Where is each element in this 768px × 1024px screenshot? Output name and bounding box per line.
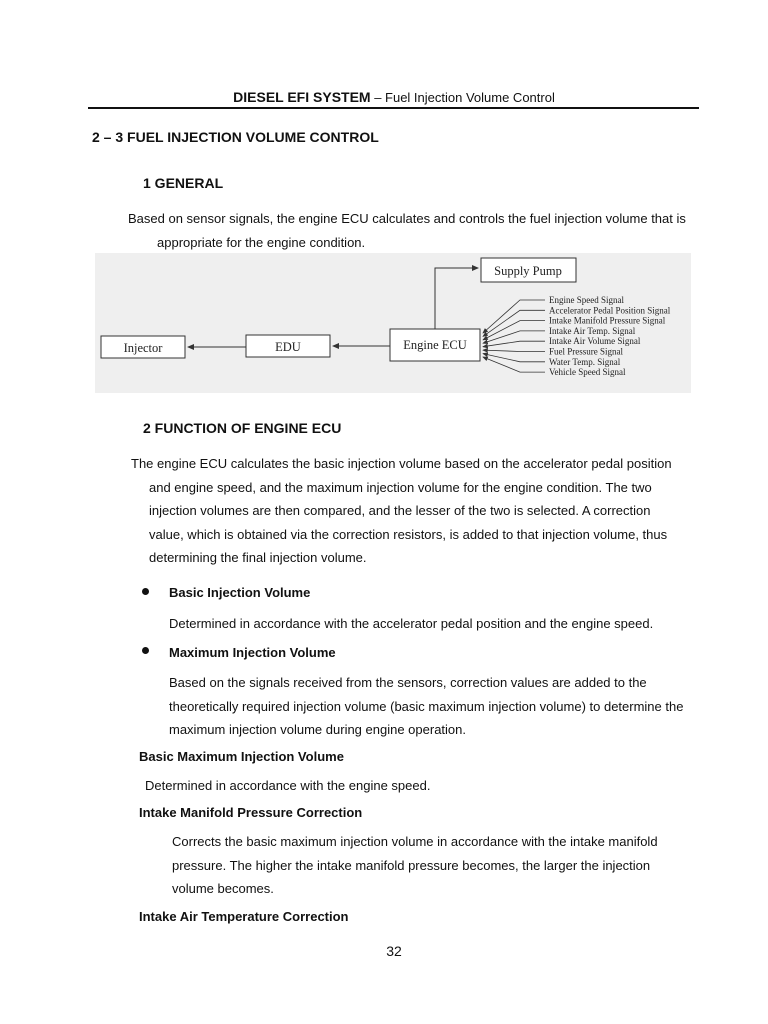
ecu-to-pump-arrow (435, 268, 478, 329)
maximum-injection-paragraph (169, 671, 697, 742)
basic-max-title: Basic Maximum Injection Volume (139, 749, 344, 764)
supply-pump-label: Supply Pump (494, 264, 562, 278)
intake-manifold-title: Intake Manifold Pressure Correction (139, 805, 363, 820)
function-paragraph (131, 452, 692, 570)
function-line-3: injection volumes are then compared, and the lesser of the two is selected. A correction (149, 503, 651, 518)
engine-ecu-label: Engine ECU (403, 338, 467, 352)
general-text-line2: appropriate for the engine condition. (157, 235, 366, 250)
edu-label: EDU (275, 340, 301, 354)
function-heading: 2 FUNCTION OF ENGINE ECU (143, 420, 342, 436)
intake-manifold-line-3: volume becomes. (172, 881, 274, 896)
basic-max-text: Determined in accordance with the engine speed. (145, 778, 431, 793)
signal-label: Accelerator Pedal Position Signal (549, 305, 671, 316)
signal-arrow (483, 300, 545, 333)
header-title-rest: – Fuel Injection Volume Control (370, 90, 555, 105)
header-rule (88, 107, 699, 109)
general-text-line1: Based on sensor signals, the engine ECU calculates and controls the fuel injection volume that is (128, 211, 686, 226)
signal-label: Intake Manifold Pressure Signal (549, 315, 666, 326)
block-diagram-svg (95, 253, 691, 393)
intake-manifold-line-1: Corrects the basic maximum injection volume in accordance with the intake manifold (172, 834, 658, 849)
function-line-2: and engine speed, and the maximum injection volume for the engine condition. The two (149, 479, 652, 495)
section-title: 2 – 3 FUEL INJECTION VOLUME CONTROL (92, 129, 379, 145)
page-number: 32 (386, 943, 402, 959)
maximum-injection-title: Maximum Injection Volume (169, 645, 336, 660)
bullet-icon (142, 647, 149, 654)
signal-label: Vehicle Speed Signal (549, 367, 626, 378)
signal-label: Engine Speed Signal (549, 295, 624, 305)
signal-lines (483, 300, 545, 372)
maximum-line-1: Based on the signals received from the sensors, correction values are added to the (169, 675, 647, 690)
intake-air-title: Intake Air Temperature Correction (139, 909, 349, 924)
function-line-4: value, which is obtained via the correction resistors, is added to that injection volume, thus (149, 526, 668, 542)
general-heading: 1 GENERAL (143, 175, 224, 191)
intake-manifold-line-2: pressure. The higher the intake manifold pressure becomes, the larger the injection (172, 857, 651, 873)
signal-label: Intake Air Temp. Signal (549, 325, 636, 336)
basic-injection-title: Basic Injection Volume (169, 585, 311, 600)
maximum-line-2: theoretically required injection volume (basic maximum injection volume) to determine the (169, 698, 684, 714)
signal-label: Intake Air Volume Signal (549, 336, 641, 347)
signal-labels (549, 295, 671, 377)
signal-arrow (483, 341, 545, 347)
basic-injection-text: Determined in accordance with the accelerator pedal position and the engine speed. (169, 616, 654, 631)
maximum-line-3: maximum injection volume during engine operation. (169, 722, 466, 737)
header-title-bold: DIESEL EFI SYSTEM (233, 89, 371, 105)
intake-manifold-paragraph (172, 830, 697, 901)
page-header (0, 89, 768, 105)
signal-label: Fuel Pressure Signal (549, 346, 623, 357)
function-line-1: The engine ECU calculates the basic injection volume based on the accelerator pedal position (131, 456, 672, 471)
signal-label: Water Temp. Signal (549, 356, 621, 367)
function-line-5: determining the final injection volume. (149, 550, 367, 565)
block-diagram (95, 253, 691, 393)
bullet-icon (142, 588, 149, 595)
injector-label: Injector (123, 341, 163, 355)
signal-arrow (483, 357, 545, 372)
signal-arrow (483, 350, 545, 351)
